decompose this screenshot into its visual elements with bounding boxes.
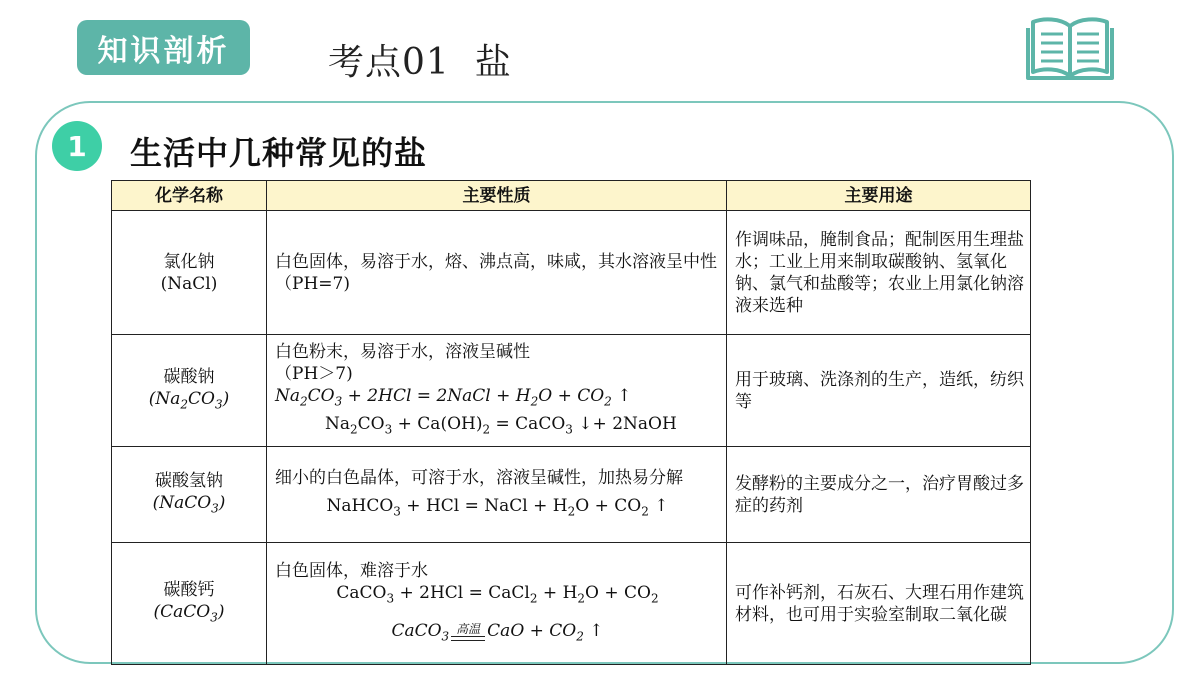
salt-name-cell: [112, 211, 267, 335]
book-icon: [1025, 12, 1115, 82]
reaction-equation: CaCO$_3$ + 2HCl = CaCl$_2$ + $H_2O + CO_2$: [336, 583, 659, 606]
section-number: 1: [52, 121, 102, 171]
use-cell: [727, 211, 1031, 335]
header-use: 主要用途: [727, 181, 1031, 211]
property-text: 白色固体，易溶于水，熔、沸点高，味咸，其水溶液呈中性（PH=7): [275, 251, 717, 294]
salt-formula: (NaCl): [160, 273, 218, 294]
property-cell: [267, 335, 727, 447]
section-badge: 知识剖析: [77, 20, 250, 75]
reaction-condition: [451, 623, 485, 647]
page-title: 考点01 盐: [328, 42, 512, 83]
table-row: [112, 211, 1031, 335]
salt-name: 碳酸钙: [163, 579, 215, 600]
use-cell: [727, 447, 1031, 543]
salt-name-cell: [112, 447, 267, 543]
section-title: 生活中几种常见的盐: [130, 134, 428, 172]
salt-name-cell: [112, 335, 267, 447]
salt-name-cell: [112, 543, 267, 665]
salts-table: [111, 180, 1031, 665]
use-cell: [727, 543, 1031, 665]
use-text: 发酵粉的主要成分之一，治疗胃酸过多症的药剂: [735, 473, 1024, 516]
property-cell: [267, 447, 727, 543]
property-text: 白色固体，难溶于水: [275, 561, 428, 582]
reaction-equation: $Na_2CO_3 + 2HCl$ = 2NaCl + $H_2O + CO_2$ ↑: [275, 386, 632, 409]
property-cell: [267, 543, 727, 665]
salt-formula: (CaCO$_3$): [153, 601, 225, 625]
use-text: 可作补钙剂，石灰石、大理石用作建筑材料，也可用于实验室制取二氧化碳: [735, 582, 1024, 625]
salt-formula: $(Na_2CO_3)$: [148, 388, 230, 412]
header-name: 化学名称: [112, 181, 267, 211]
table-header-row: [112, 181, 1031, 211]
reaction-equation: NaHCO$_3$ + HCl = NaCl + $H_2O + CO_2$ ↑: [326, 495, 669, 519]
property-text: 白色粉末，易溶于水，溶液呈碱性: [275, 342, 530, 363]
use-text: 作调味品，腌制食品；配制医用生理盐水；工业上用来制取碳酸钠、氢氧化钠、氯气和盐酸等；农业上用氯化钠溶液来选种: [735, 229, 1024, 316]
table-row: [112, 335, 1031, 447]
salt-formula: (NaCO$_3$): [152, 492, 226, 516]
table-row: [112, 447, 1031, 543]
salt-name: 碳酸氢钠: [155, 470, 223, 491]
use-text: 用于玻璃、洗涤剂的生产，造纸，纺织等: [735, 369, 1024, 412]
header-property: 主要性质: [267, 181, 727, 211]
salt-name: 碳酸钠: [163, 366, 215, 387]
decomposition-equation: CaCO$_3$ 高温 CaO + $CO_2$ ↑: [275, 620, 720, 647]
use-cell: [727, 335, 1031, 447]
reaction-equation: $Na_2CO_3 + Ca(OH)_2$ = CaCO$_3$ ↓+ 2NaOH: [325, 413, 677, 436]
property-cell: [267, 211, 727, 335]
property-text: 细小的白色晶体，可溶于水，溶液呈碱性，加热易分解: [275, 467, 683, 488]
condition-label: 高温: [456, 621, 481, 636]
table-row: [112, 543, 1031, 665]
salt-name: 氯化钠: [163, 251, 215, 272]
property-ph: （PH＞7): [275, 364, 353, 385]
